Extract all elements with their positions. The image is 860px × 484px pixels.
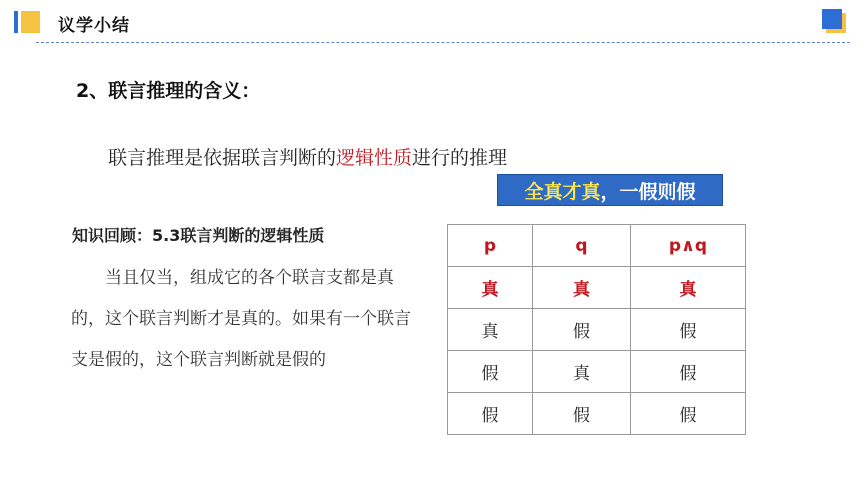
rule-callout-box (497, 174, 723, 206)
definition-prefix: 联言推理是依据联言判断的 (108, 147, 337, 169)
table-cell: 假 (533, 393, 631, 435)
table-cell: 真 (448, 309, 533, 351)
review-paragraph: 当且仅当，组成它的各个联言支都是真的，这个联言判断才是真的。如果有一个联言支是假的，这个联言判断就是假的 (71, 268, 411, 370)
section-heading: 2、联言推理的含义： (76, 80, 261, 102)
table-row (448, 309, 746, 351)
definition-highlight: 逻辑性质 (336, 147, 413, 169)
header-divider (36, 42, 850, 43)
table-cell: 假 (631, 351, 746, 393)
table-header-cell: p∧q (631, 225, 746, 267)
table-cell: 假 (448, 351, 533, 393)
review-title: 知识回顾：5.3联言判断的逻辑性质 (72, 226, 325, 245)
table-cell: 真 (533, 351, 631, 393)
definition-suffix: 进行的推理 (412, 147, 508, 169)
table-row (448, 393, 746, 435)
callout-part2: ，一假则假 (600, 180, 696, 203)
table-header-row (448, 225, 746, 267)
table-cell: 真 (533, 267, 631, 309)
page-title: 议学小结 (58, 16, 130, 36)
corner-squares-icon (822, 9, 848, 35)
callout-part1: 全真才真 (524, 180, 601, 203)
header-bar-icon (14, 11, 40, 33)
table-cell: 假 (448, 393, 533, 435)
table-cell: 真 (448, 267, 533, 309)
definition-text (108, 143, 507, 170)
table-cell: 假 (533, 309, 631, 351)
table-cell: 假 (631, 393, 746, 435)
table-cell: 假 (631, 309, 746, 351)
table-header-cell: p (448, 225, 533, 267)
table-row (448, 267, 746, 309)
table-cell: 真 (631, 267, 746, 309)
table-header-cell: q (533, 225, 631, 267)
truth-table (447, 224, 746, 435)
table-row (448, 351, 746, 393)
